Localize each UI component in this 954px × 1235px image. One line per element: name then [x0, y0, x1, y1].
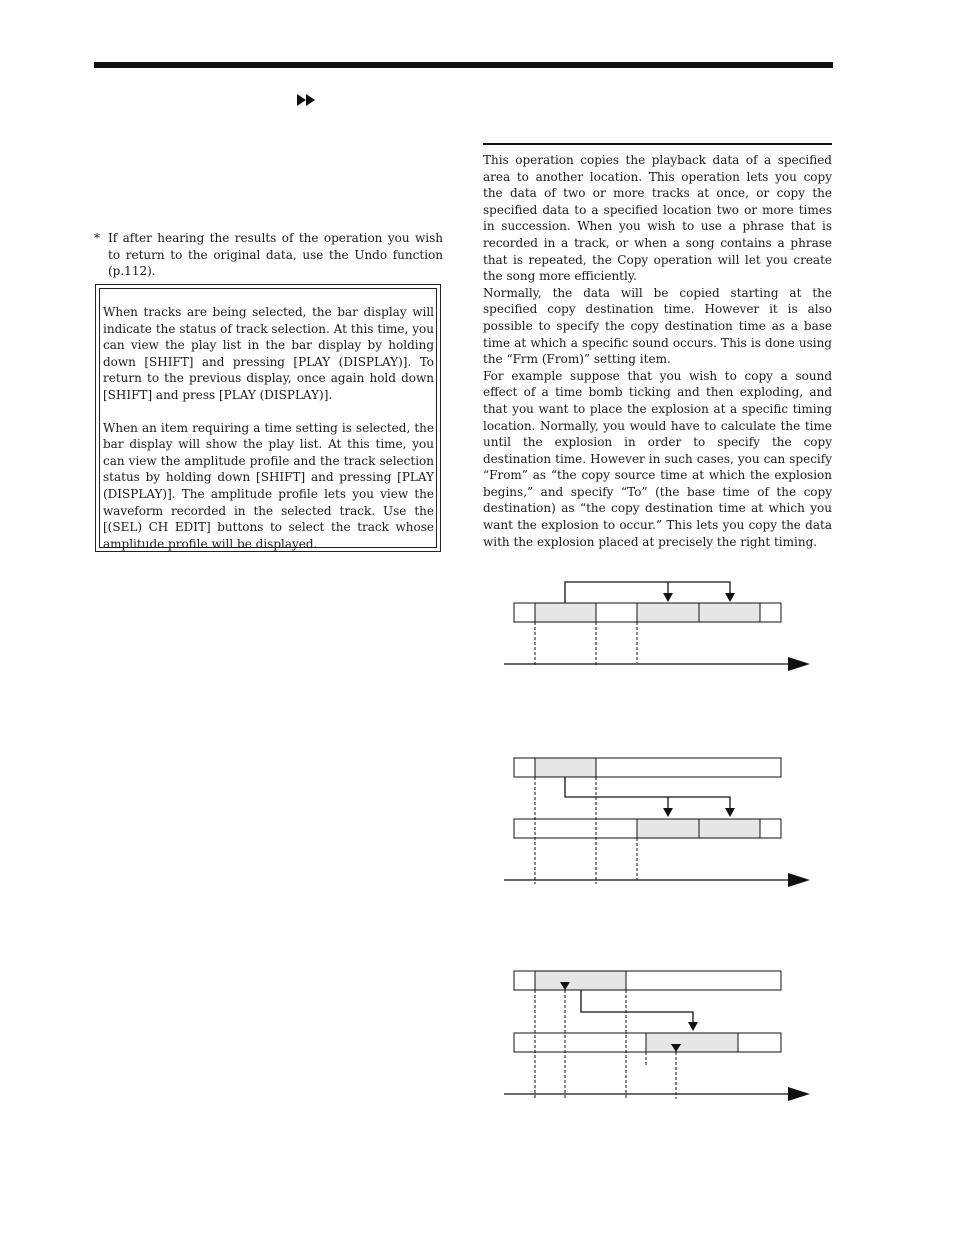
arrow-head	[663, 593, 673, 602]
time-markers	[535, 622, 637, 667]
source-track-bar	[514, 971, 781, 990]
copy-diagram-two-tracks	[498, 752, 818, 892]
info-paragraph-1: When tracks are being selected, the bar display will indicate the status of track selection. At this time, you can view the play list in the bar display by holding down [SHIFT] and pressing [PLAY (DISPLAY)]. To return to the previous display, once again hold down [SHIFT] and press [PLAY (DISPLAY)].	[103, 305, 434, 402]
copy-description	[483, 152, 832, 550]
destination-track-bar	[514, 819, 781, 838]
note-marker: *	[94, 231, 100, 245]
note-text: If after hearing the results of the operation you wish to return to the original data, use the Undo function (p.112).	[108, 231, 443, 278]
track-bar	[514, 603, 781, 622]
arrow-head	[725, 808, 735, 817]
copy-arrows	[565, 777, 730, 810]
timeline-arrow-icon	[788, 1087, 810, 1101]
copy-diagram-single-track	[498, 575, 818, 675]
section-rule	[483, 143, 832, 145]
arrow-head	[688, 1022, 698, 1031]
source-track-bar	[514, 758, 781, 777]
copy-arrows	[565, 582, 730, 603]
arrow-head	[663, 808, 673, 817]
copy-paragraph-2: Normally, the data will be copied starting at the specified copy destination time. However it is also possible to specify the copy destination time as a base time at which a specific sound occurs. This is done using the “Frm (From)” setting item.	[483, 285, 832, 367]
copy-arrows	[581, 990, 693, 1024]
timeline-arrow-icon	[788, 873, 810, 887]
top-rule	[94, 62, 833, 68]
arrow-head	[725, 593, 735, 602]
destination-track-bar	[514, 1033, 781, 1052]
info-paragraph-2: When an item requiring a time setting is selected, the bar display will show the play list. At this time, you can view the amplitude profile and the track selection status by holding down [SHIFT] and pressing [PLAY (DISPLAY)]. The amplitude profile lets you view the waveform recorded in the selected track. Use the [(SEL) CH EDIT] buttons to select the track whose amplitude profile will be displayed.	[103, 420, 434, 551]
info-box	[95, 284, 441, 552]
undo-note	[94, 230, 443, 280]
copy-diagram-from-to	[498, 965, 818, 1105]
copy-paragraph-3: For example suppose that you wish to copy a sound effect of a time bomb ticking and then exploding, and that you want to place the explosion at a specific timing location. Normally, you would have to calculate the time until the explosion in order to specify the copy destination time. However in such cases, you can specify “From” as “the copy source time at which the explosion begins,” and specify “To” (the base time of the copy destination) as “the copy destination time at which you want the explosion to occur.” This lets you copy the data with the explosion placed at precisely the right timing.	[483, 368, 832, 549]
copy-paragraph-1: This operation copies the playback data of a specified area to another location. This operation lets you copy the data of two or more tracks at once, or copy the specified data to a specified location two or more times in succession. When you wish to use a phrase that is recorded in a track, or when a song contains a phrase that is repeated, the Copy operation will let you create the song more efficiently.	[483, 153, 832, 284]
timeline-arrow-icon	[788, 657, 810, 671]
fast-forward-icon	[297, 94, 317, 106]
